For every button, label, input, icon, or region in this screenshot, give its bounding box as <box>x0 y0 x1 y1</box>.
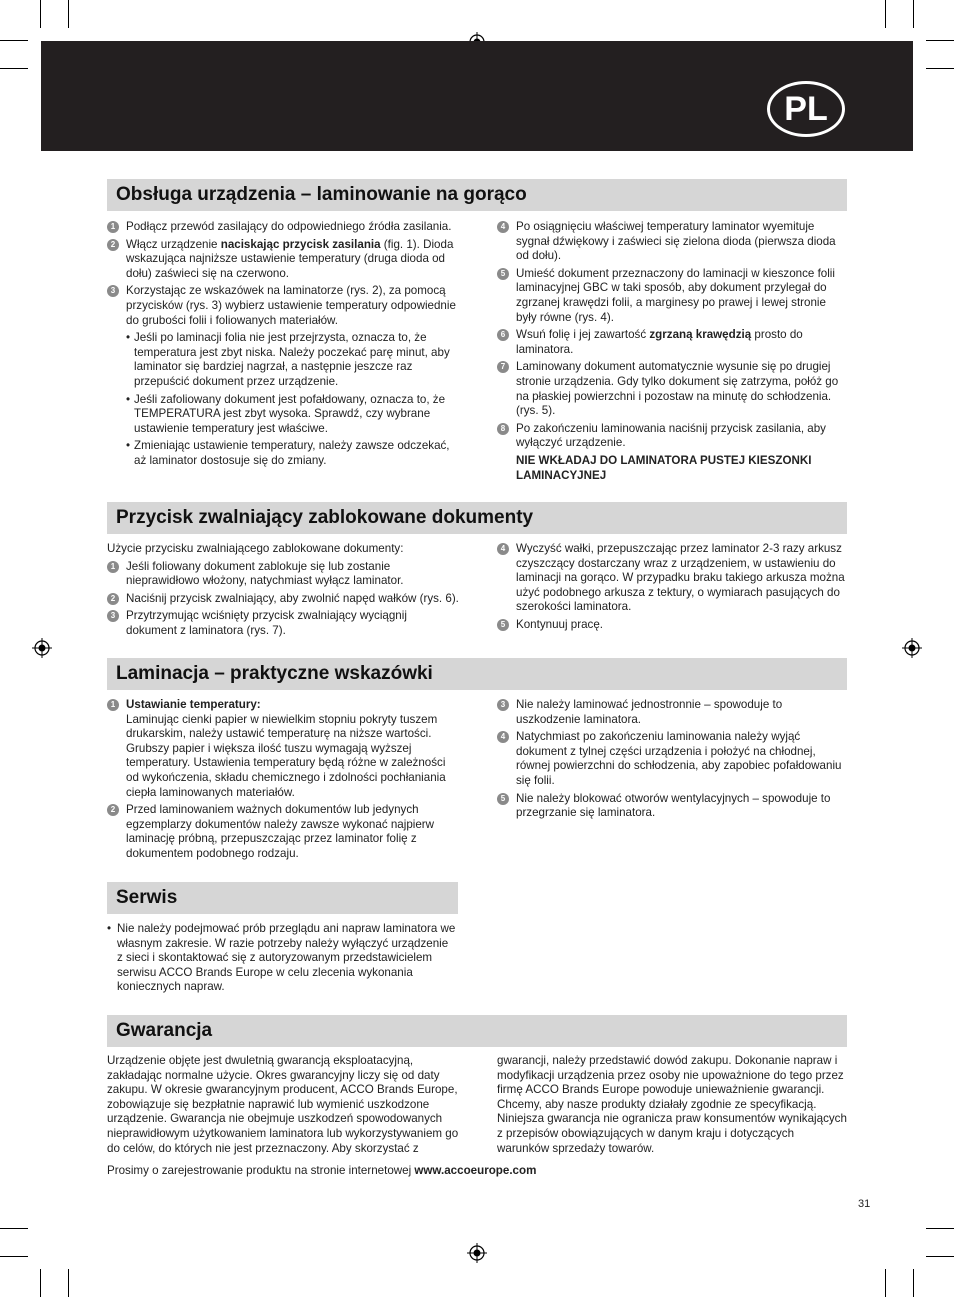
bullet-item: • Zmieniając ustawienie temperatury, należy zawsze odczekać, aż laminator dostosuje się do zmiany. <box>107 439 457 468</box>
list-item: 5 Umieść dokument przeznaczony do laminacji w kieszonce folii laminacyjnej GBC w taki sposób, aby dokument przylegał do zgrzanej krawędzi folii, a marginesy po prawej i lewej stronie były równe (rys. 4). <box>497 267 847 325</box>
jam-release-right-column <box>497 542 847 636</box>
section-title-service: Serwis <box>107 882 458 914</box>
crop-mark <box>885 1269 886 1297</box>
crop-mark <box>68 1269 69 1297</box>
service-column <box>107 922 457 998</box>
crop-mark <box>0 40 28 41</box>
list-item: 5 Kontynuuj pracę. <box>497 618 847 633</box>
crop-mark <box>926 40 954 41</box>
tips-left-column <box>107 698 457 865</box>
warranty-right-column <box>497 1054 847 1159</box>
list-item: 5 Nie należy blokować otworów wentylacyjnych – spowoduje to przegrzanie się laminatora. <box>497 792 847 821</box>
crop-mark <box>0 68 28 69</box>
list-item: 3 Korzystając ze wskazówek na laminatorze (rys. 2), za pomocą przycisków (rys. 3) wybierz ustawienie temperatury odpowiednie do grubości folii i foliowanych materiałów. <box>107 284 457 328</box>
list-item: 1 Ustawianie temperatury: Laminując cienki papier w niewielkim stopniu pokryty tuszem drukarskim, należy ustawić temperaturę na niższe wartości. Grubszy papier i większa ilość tuszu wymagają wyższej temperatury. Ustawienia temperatury będą różne w zależności od wykończenia, składu chemicznego i zdolności pochłaniania ciepła laminowanych materiałów. <box>107 698 457 800</box>
list-item: 1 Podłącz przewód zasilający do odpowiedniego źródła zasilania. <box>107 220 457 235</box>
crop-mark <box>68 0 69 28</box>
hot-lamination-right-column <box>497 220 847 483</box>
crop-mark <box>926 1256 954 1257</box>
hot-lamination-left-column <box>107 220 457 472</box>
bullet-item: • Jeśli zafoliowany dokument jest pofałdowany, oznacza to, że TEMPERATURA jest zbyt wysoka. Sprawdź, czy wybrane ustawienie temperatury jest właściwe. <box>107 393 457 437</box>
list-item: 2 Przed laminowaniem ważnych dokumentów lub jedynych egzemplarzy dokumentów należy zawsze wykonać najpierw laminację próbną, przepuszczając przez laminator folię z dokumentem podobnego rodzaju. <box>107 803 457 861</box>
warranty-paragraph: Urządzenie objęte jest dwuletnią gwarancją eksploatacyjną, zakładając normalne użycie. Okres gwarancyjny liczy się od daty zakupu. W okresie gwarancyjnym producent, ACCO Brands Europe, zobowiązuje się bezpłatnie naprawić lub wymienić uszkodzone urządzenie. Gwarancja nie obejmuje uszkodzeń spowodowanych nieprawidłowym użytkowaniem laminatora lub wykorzystywaniem go do celów, do których nie jest przeznaczony. Aby skorzystać z <box>107 1054 459 1155</box>
crop-mark <box>0 1256 28 1257</box>
registration-mark-icon <box>902 638 922 658</box>
list-item: 3 Przytrzymując wciśnięty przycisk zwalniający wyciągnij dokument z laminatora (rys. 7). <box>107 609 459 638</box>
warning-text: NIE WKŁADAJ DO LAMINATORA PUSTEJ KIESZONKI LAMINACYJNEJ <box>516 453 812 482</box>
page-number: 31 <box>858 1198 871 1210</box>
jam-release-left-column <box>107 542 459 642</box>
intro-text: Użycie przycisku zwalniającego zablokowane dokumenty: <box>107 542 404 555</box>
section-title-tips: Laminacja – praktyczne wskazówki <box>107 658 847 690</box>
list-item: 7 Laminowany dokument automatycznie wysunie się po drugiej stronie urządzenia. Gdy tylko dokument się zatrzyma, połóż go na płaskiej powierzchni i pozostaw na minutę do schłodzenia. (rys. 5). <box>497 360 847 418</box>
bullet-item: • Nie należy podejmować prób przeglądu ani napraw laminatora we własnym zakresie. W razie potrzeby należy wyłączyć urządzenie z sieci i skontaktować się z autoryzowanym przedstawicielem serwisu ACCO Brands Europe w celu zlecenia wykonania koniecznych napraw. <box>107 922 457 995</box>
bullet-item: • Jeśli po laminacji folia nie jest przejrzysta, oznacza to, że temperatura jest zbyt niska. Należy poczekać parę minut, aby laminator się bardziej nagrzał, a następnie jeszcze raz przepuścić dokument przez urządzenie. <box>107 331 457 389</box>
website-link[interactable]: www.accoeurope.com <box>414 1164 537 1177</box>
list-item: 4 Po osiągnięciu właściwej temperatury laminator wyemituje sygnał dźwiękowy i zaświeci się zielona dioda (pierwsza dioda od dołu). <box>497 220 847 264</box>
section-title-hot-lamination: Obsługa urządzenia – laminowanie na gorąco <box>107 179 847 211</box>
crop-mark <box>40 0 41 28</box>
language-badge: PL <box>767 81 845 137</box>
crop-mark <box>913 1269 914 1297</box>
crop-mark <box>885 0 886 28</box>
tips-right-column <box>497 698 847 824</box>
list-item: 4 Wyczyść wałki, przepuszczając przez laminator 2-3 razy arkusz czyszczący dostarczany wraz z urządzeniem, w ustawieniu do laminacji na gorąco. W przypadku braku takiego arkusza można użyć podobnego arkusza z tektury, o wymiarach pasujących do szerokości laminatora. <box>497 542 847 615</box>
crop-mark <box>926 68 954 69</box>
list-item: 4 Natychmiast po zakończeniu laminowania należy wyjąć dokument z tylnej części urządzenia i położyć na chłodnej, równej powierzchni do schłodzenia, aby zapobiec pofałdowaniu się folii. <box>497 730 847 788</box>
list-item: 3 Nie należy laminować jednostronnie – spowoduje to uszkodzenie laminatora. <box>497 698 847 727</box>
registration-mark-icon <box>32 638 52 658</box>
section-title-warranty: Gwarancja <box>107 1015 847 1047</box>
registration-mark-icon <box>467 1243 487 1263</box>
list-item: 8 Po zakończeniu laminowania naciśnij przycisk zasilania, aby wyłączyć urządzenie. <box>497 422 847 451</box>
crop-mark <box>40 1269 41 1297</box>
header-banner <box>41 41 913 151</box>
crop-mark <box>926 1228 954 1229</box>
registration-note: Prosimy o zarejestrowanie produktu na stronie internetowej www.accoeurope.com <box>107 1164 537 1177</box>
list-item: 6 Wsuń folię i jej zawartość zgrzaną krawędzią prosto do laminatora. <box>497 328 847 357</box>
warranty-paragraph: gwarancji, należy przedstawić dowód zakupu. Dokonanie napraw i modyfikacji urządzenia przez osoby nie upoważnione do tego przez firmę ACCO Brands Europe powoduje unieważnienie gwarancji. Chcemy, aby nasze produkty działały zgodnie ze specyfikacją. Niniejsza gwarancja nie ogranicza praw konsumentów wynikających z przepisów obowiązujących w danym kraju i dotyczących warunków sprzedaży towarów. <box>497 1054 847 1155</box>
warranty-left-column <box>107 1054 459 1159</box>
section-title-jam-release: Przycisk zwalniający zablokowane dokumenty <box>107 502 847 534</box>
crop-mark <box>0 1228 28 1229</box>
list-item: 1 Jeśli foliowany dokument zablokuje się lub zostanie nieprawidłowo włożony, natychmiast wyłącz laminator. <box>107 560 459 589</box>
list-item: 2 Włącz urządzenie naciskając przycisk zasilania (fig. 1). Dioda wskazująca najniższe ustawienie temperatury (druga dioda od dołu) zaświeci się na czerwono. <box>107 238 457 282</box>
list-item: 2 Naciśnij przycisk zwalniający, aby zwolnić napęd wałków (rys. 6). <box>107 592 459 607</box>
crop-mark <box>913 0 914 28</box>
